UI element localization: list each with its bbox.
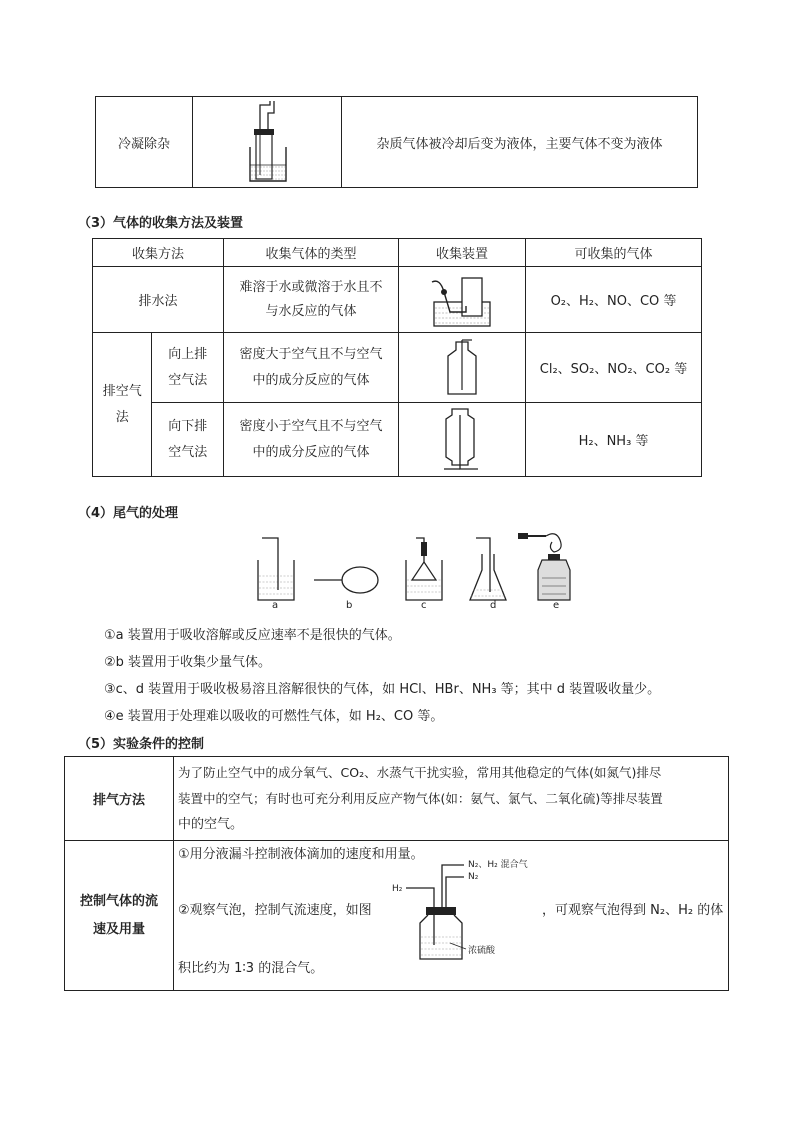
row3-sub-line1: 向下排 [168, 418, 208, 434]
air-method-line1: 排空气 [102, 383, 142, 399]
apparatus-e-icon [518, 533, 570, 600]
section3-title: （3）气体的收集方法及装置 [78, 216, 244, 231]
row3-type-line2: 中的成分反应的气体 [252, 444, 370, 460]
flow-line3: 积比约为 1∶3 的混合气。 [178, 961, 324, 976]
header-apparatus: 收集装置 [399, 239, 526, 267]
header-gases: 可收集的气体 [526, 239, 702, 267]
row1-type [224, 267, 399, 333]
apparatus-a-icon [258, 538, 294, 600]
air-method [93, 333, 152, 477]
apparatus-b-icon [314, 567, 378, 593]
flow-label-line2: 速及用量 [92, 921, 145, 937]
label-b: b [346, 600, 353, 611]
condense-method-cell [96, 97, 193, 188]
row1-type-line2: 与水反应的气体 [265, 303, 357, 319]
row1-type-line1: 难溶于水或微溶于水且不 [239, 279, 383, 295]
fig-h2-label: H₂ [392, 884, 403, 894]
row2-sub-line1: 向上排 [168, 346, 208, 362]
collection-table [92, 238, 702, 477]
exhaust-method-label: 排气方法 [65, 757, 174, 841]
row3-gases: H₂、NH₃ 等 [526, 403, 702, 477]
row1-apparatus-cell [399, 267, 526, 333]
exhaust-line3: 中的空气。 [178, 816, 244, 832]
apparatus-labels [0, 600, 794, 614]
row3-type-line1: 密度小于空气且不与空气 [239, 418, 383, 434]
label-c: c [421, 600, 427, 611]
condense-method: 冷凝除杂 [117, 136, 170, 152]
condense-apparatus-icon [242, 99, 292, 185]
row2-gases: Cl₂、SO₂、NO₂、CO₂ 等 [526, 333, 702, 403]
exhaust-line1: 为了防止空气中的成分氧气、CO₂、水蒸气干扰实验，常用其他稳定的气体(如氮气)排尽 [178, 764, 662, 780]
condense-description: 杂质气体被冷却后变为液体，主要气体不变为液体 [376, 136, 663, 152]
air-method-line2: 法 [115, 409, 129, 425]
flow-control-text [174, 841, 729, 991]
condense-apparatus-cell [193, 97, 342, 188]
section5-title: （5）实验条件的控制 [78, 737, 205, 752]
condense-description-cell [342, 97, 698, 188]
flow-label-line1: 控制气体的流 [79, 893, 158, 909]
row2-apparatus-cell [399, 333, 526, 403]
row2-type-line1: 密度大于空气且不与空气 [239, 346, 383, 362]
fig-acid-label: 浓硫酸 [468, 946, 496, 956]
gas-washing-bottle-icon [390, 853, 540, 963]
label-d: d [490, 600, 497, 611]
header-method: 收集方法 [93, 239, 224, 267]
row3-sub-line2: 空气法 [168, 444, 208, 460]
section4-item-3: ③c、d 装置用于吸收极易溶且溶解很快的气体，如 HCl、HBr、NH₃ 等；其中 d 装置吸收量少。 [104, 682, 661, 697]
control-table [64, 756, 729, 991]
fig-mix-label: N₂、H₂ 混合气 [468, 860, 528, 870]
label-e: e [553, 600, 560, 611]
upward-air-icon [442, 338, 482, 398]
row3-apparatus-cell [399, 403, 526, 477]
flow-line2a: ②观察气泡，控制气流速度，如图 [178, 903, 372, 918]
row2-type [224, 333, 399, 403]
downward-air-icon [440, 407, 484, 473]
section4-item-2: ②b 装置用于收集少量气体。 [104, 655, 272, 670]
exhaust-method-text [174, 757, 729, 841]
label-a: a [272, 600, 279, 611]
header-type: 收集气体的类型 [224, 239, 399, 267]
fig-n2-label: N₂ [468, 872, 479, 882]
row2-sub-line2: 空气法 [168, 372, 208, 388]
flow-control-label [65, 841, 174, 991]
apparatus-d-icon [470, 538, 506, 600]
row2-type-line2: 中的成分反应的气体 [252, 372, 370, 388]
flow-line1: ①用分液漏斗控制液体滴加的速度和用量。 [178, 847, 424, 862]
row2-submethod [152, 333, 224, 403]
flow-line2b: ，可观察气泡得到 N₂、H₂ 的体 [542, 903, 724, 918]
condense-table [95, 96, 698, 188]
row1-gases: O₂、H₂、NO、CO 等 [526, 267, 702, 333]
exhaust-line2: 装置中的空气；有时也可充分利用反应产物气体(如：氨气、氯气、二氧化硫)等排尽装置 [178, 790, 663, 806]
row1-method: 排水法 [93, 267, 224, 333]
water-displacement-icon [430, 272, 494, 328]
row3-submethod [152, 403, 224, 477]
section4-item-4: ④e 装置用于处理难以吸收的可燃性气体，如 H₂、CO 等。 [104, 709, 444, 724]
apparatus-c-icon [406, 538, 442, 600]
row3-type [224, 403, 399, 477]
section4-title: （4）尾气的处理 [78, 506, 179, 521]
section4-item-1: ①a 装置用于吸收溶解或反应速率不是很快的气体。 [104, 628, 401, 643]
